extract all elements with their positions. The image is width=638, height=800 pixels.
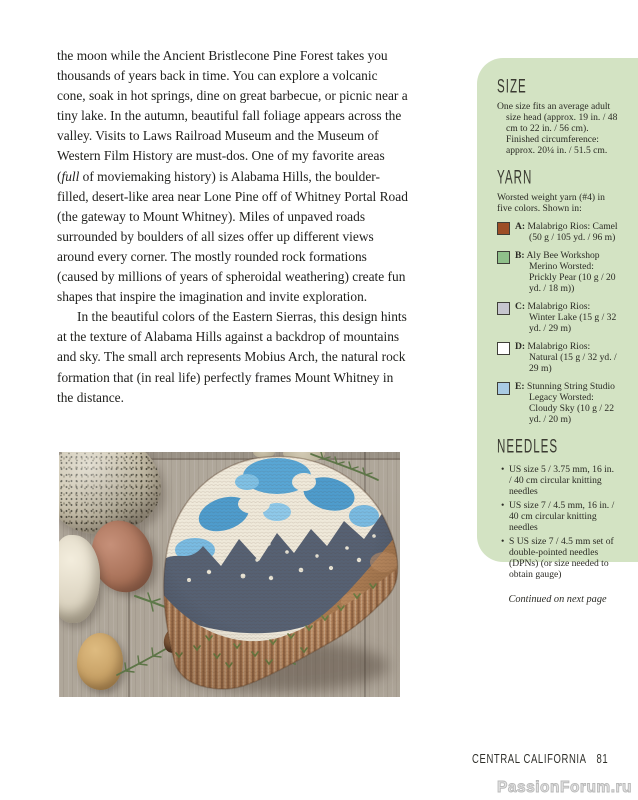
yarn-color-letter: B: [515, 250, 525, 261]
size-heading: SIZE [497, 75, 527, 97]
needle-text: S US size 7 / 4.5 mm set of double-pointed needles (DPNs) (or size needed to obtain gauge) [509, 536, 614, 580]
yarn-color-name: Malabrigo Rios: Camel (50 g / 105 yd. / 96 m) [527, 221, 618, 243]
yarn-color-swatch-icon [497, 251, 510, 264]
paragraph-text: the moon while the Ancient Bristlecone Pine Forest takes you thousands of years back in time. You can explore a volcanic cone, soak in hot springs, dine on great barbecue, or picnic near a tiny lake. In the autumn, beautiful fall foliage appears across the valley. Visits to Laws Railroad Museum and the Museum of Western Film History are must-dos. One of my favorite areas ( [57, 48, 408, 184]
yarn-color-text [515, 221, 618, 243]
yarn-color-swatch-icon [497, 222, 510, 235]
yarn-color-text [515, 381, 618, 425]
size-section [497, 75, 618, 156]
paragraph-text: of moviemaking history) is Alabama Hills, the boulder-filled, desert-like area near Lone Pine off of Whitney Portal Road (the gateway to Mount Whitney). Miles of unpaved roads surrounded by boulders of all sizes offer up different views around every corner. The mostly rounded rock formations (caused by millions of years of spheroidal weathering) create fun shapes that inspire the imagination and invite exploration. [57, 168, 408, 305]
yarn-color-name: Malabrigo Rios: Winter Lake (15 g / 32 yd. / 29 m) [527, 301, 617, 334]
yarn-section [497, 166, 618, 425]
needles-heading: NEEDLES [497, 435, 559, 457]
yarn-color-swatch-icon [497, 382, 510, 395]
yarn-color-name: Aly Bee Workshop Merino Worsted: Prickly Pear (10 g / 20 yd. / 18 m)) [526, 250, 616, 294]
size-text: One size fits an average adult size head (approx. 19 in. / 48 cm to 22 in. / 56 cm). Finished circumference: approx. 20¼ in. / 51.5 cm. [497, 101, 618, 156]
yarn-color-letter: D: [515, 341, 526, 352]
yarn-intro: Worsted weight yarn (#4) in five colors. Shown in: [497, 192, 605, 214]
yarn-color-text [515, 301, 618, 334]
needle-text: US size 5 / 3.75 mm, 16 in. / 40 cm circular knitting needles [509, 464, 614, 497]
yarn-color-letter: A: [515, 221, 526, 232]
paragraph: In the beautiful colors of the Eastern Sierras, this design hints at the texture of Alabama Hills against a backdrop of mountains and sky. The small arch represents Mobius Arch, the natural rock formation that (in real life) perfectly frames Mount Whitney in the distance. [57, 309, 407, 405]
bullet-icon: • [501, 464, 505, 475]
yarn-color-letter: C: [515, 301, 526, 312]
yarn-color-swatch-icon [497, 302, 510, 315]
needle-list-item [497, 500, 618, 533]
yarn-color-item [497, 381, 618, 425]
yarn-color-item [497, 250, 618, 294]
yarn-heading: YARN [497, 166, 533, 188]
yarn-color-name: Stunning String Studio Legacy Worsted: Cloudy Sky (10 g / 22 yd. / 20 m) [527, 381, 615, 425]
footer-page-number: 81 [596, 752, 608, 766]
watermark-text: PassionForum.ru [497, 779, 632, 796]
yarn-color-item [497, 221, 618, 243]
page-footer [472, 752, 608, 766]
pattern-info-sidebar [477, 58, 638, 605]
yarn-color-item [497, 301, 618, 334]
paragraph-italic-word: full [61, 168, 80, 184]
continued-note: Continued on next page [508, 594, 607, 605]
yarn-color-name: Malabrigo Rios: Natural (15 g / 32 yd. / 29 m) [527, 341, 617, 374]
needle-list-item [497, 464, 618, 497]
yarn-color-letter: E: [515, 381, 525, 392]
yarn-color-item [497, 341, 618, 374]
yarn-color-swatch-icon [497, 342, 510, 355]
knitted-hat [159, 452, 400, 697]
paragraph [57, 46, 409, 307]
bullet-icon: • [501, 536, 505, 547]
article-text [57, 46, 409, 408]
bullet-icon: • [501, 500, 505, 511]
needle-text: US size 7 / 4.5 mm, 16 in. / 40 cm circular knitting needles [509, 500, 615, 533]
yarn-color-text [515, 341, 618, 374]
hat-photo [59, 452, 400, 697]
needles-section [497, 435, 618, 580]
needle-list-item [497, 536, 618, 580]
footer-section-title: CENTRAL CALIFORNIA [471, 752, 587, 766]
yarn-color-text [515, 250, 618, 294]
